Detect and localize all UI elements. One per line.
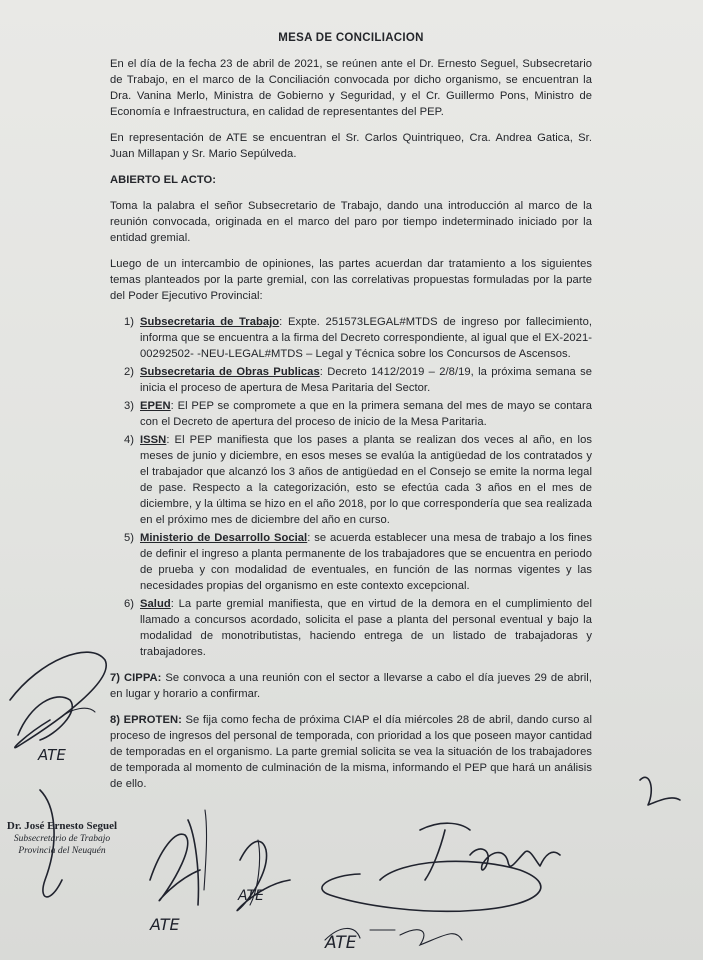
official-stamp — [2, 820, 122, 857]
item-number: 2) — [124, 366, 135, 378]
left-margin-signature-text: ATE — [38, 746, 66, 764]
item-text: : La parte gremial manifiesta, que en virtud de la demora en el cumplimiento del llamado a concursos acordado, solicita el pase a planta del personal eventual y bajo la modalidad de monotributistas, haciendo entrega de un listado de trabajadoras y trabajadores. — [140, 598, 592, 658]
item-eproten — [110, 712, 592, 792]
stamp-name: Dr. José Ernesto Seguel — [6, 820, 118, 832]
ate-representation-paragraph: En representación de ATE se encuentran el Sr. Carlos Quintriqueo, Cra. Andrea Gatica, Sr. Juan Millapan y Sr. Mario Sepúlveda. — [110, 132, 592, 160]
list-item — [110, 364, 592, 396]
item-number: 3) — [124, 400, 135, 412]
item-number: 4) — [124, 434, 135, 446]
stamp-role-line1: Subsecretario de Trabajo — [13, 834, 111, 844]
agreement-items-list — [110, 314, 592, 660]
list-item — [110, 432, 592, 528]
item-text: Se convoca a una reunión con el sector a llevarse a cabo el día jueves 29 de abril, en lugar y horario a confirmar. — [110, 672, 592, 700]
item-label: 7) CIPPA: — [110, 672, 162, 684]
item-label: Subsecretaria de Trabajo — [140, 316, 280, 328]
item-text: : Decreto 1412/2019 – 2/8/19, la próxima semana se inicia el proceso de apertura de Mesa Paritaria del Sector. — [140, 366, 592, 394]
item-cippa — [110, 670, 592, 702]
item-text: : se acuerda establecer una mesa de trabajo a los fines de definir el ingreso a planta permanente de los trabajadores que se encuentra en periodo de prueba y con modalidad de eventuales, en función de las normas vigentes y las necesidades propias del organismo en este contexto excepcional. — [140, 532, 592, 592]
item-text: Se fija como fecha de próxima CIAP el día miércoles 28 de abril, dando curso al proceso de ingresos del personal de temporada, con prioridad a los que poseen mayor cantidad de temporadas en el organismo. La parte gremial solicita se vea la situación de los trabajadores de temporada al momento de culminación de la misma, informando el PEP que hará un análisis de ello. — [110, 714, 592, 790]
item-number: 6) — [124, 598, 135, 610]
closing-items — [110, 670, 592, 792]
bottom-middle-signature — [237, 840, 290, 911]
bottom-right-signature — [322, 777, 680, 953]
left-margin-signature — [10, 652, 106, 764]
item-number: 5) — [124, 532, 135, 544]
item-label: Subsecretaria de Obras Publicas — [140, 366, 320, 378]
list-item — [110, 398, 592, 430]
bottom-left-signature-text: ATE — [150, 915, 180, 934]
bottom-right-signature-text: ATE — [325, 933, 357, 953]
opening-heading: ABIERTO EL ACTO: — [110, 174, 217, 186]
exchange-paragraph: Luego de un intercambio de opiniones, las partes acuerdan dar tratamiento a los siguientes temas planteados por la parte gremial, con las correlativas propuestas formuladas por la parte del Poder Ejecutivo Provincial: — [110, 258, 592, 302]
stamp-role-line2: Provincia del Neuquén — [18, 846, 106, 856]
item-text: : El PEP manifiesta que los pases a planta se realizan dos veces al año, en los meses de junio y diciembre, en esos meses se evalúa la antigüedad de los contratados y el trabajador que alcanzó los 3 años de antigüedad en el Consejo se emite la norma legal de pase. Respecto a la categorización, esto se efectúa cada 3 años en el mes de diciembre, y la última se hizo en el año 2018, por lo que correspondería que sea realizada en el próximo mes de diciembre del año en curso. — [140, 434, 592, 526]
item-label: EPEN — [140, 400, 171, 412]
list-item — [110, 314, 592, 362]
bottom-middle-signature-text: ATE — [238, 888, 264, 904]
opening-paragraph: Toma la palabra el señor Subsecretario de Trabajo, dando una introducción al marco de la reunión convocada, originada en el marco del paro por tiempo indeterminado iniciado por la entidad gremial. — [110, 200, 592, 244]
document-title: MESA DE CONCILIACION — [278, 32, 424, 44]
item-label: Ministerio de Desarrollo Social — [140, 532, 308, 544]
list-item — [110, 596, 592, 660]
item-text: : Expte. 251573LEGAL#MTDS de ingreso por fallecimiento, informa que se encuentra a la firma del Decreto correspondiente, al igual que el EX-2021-00292502- -NEU-LEGAL#MTDS – Legal y Técnica sobre los Concursos de Ascensos. — [140, 316, 593, 360]
item-number: 1) — [124, 316, 135, 328]
item-label: ISSN — [140, 434, 167, 446]
document-body — [110, 30, 592, 802]
bottom-left-signature — [149, 810, 207, 934]
item-text: : El PEP se compromete a que en la primera semana del mes de mayo se contara con el Decreto de apertura del proceso de inicio de la Mesa Paritaria. — [140, 400, 592, 428]
item-label: 8) EPROTEN: — [110, 714, 182, 726]
intro-paragraph: En el día de la fecha 23 de abril de 2021, se reúnen ante el Dr. Ernesto Seguel, Subsecretario de Trabajo, en el marco de la Conciliación convocada por dicho organismo, se encuentran la Dra. Vanina Merlo, Ministra de Gobierno y Seguridad, y el Cr. Guillermo Pons, Ministro de Economía e Infraestructura, en calidad de representantes del PEP. — [110, 58, 592, 118]
item-label: Salud — [140, 598, 171, 610]
list-item — [110, 530, 592, 594]
